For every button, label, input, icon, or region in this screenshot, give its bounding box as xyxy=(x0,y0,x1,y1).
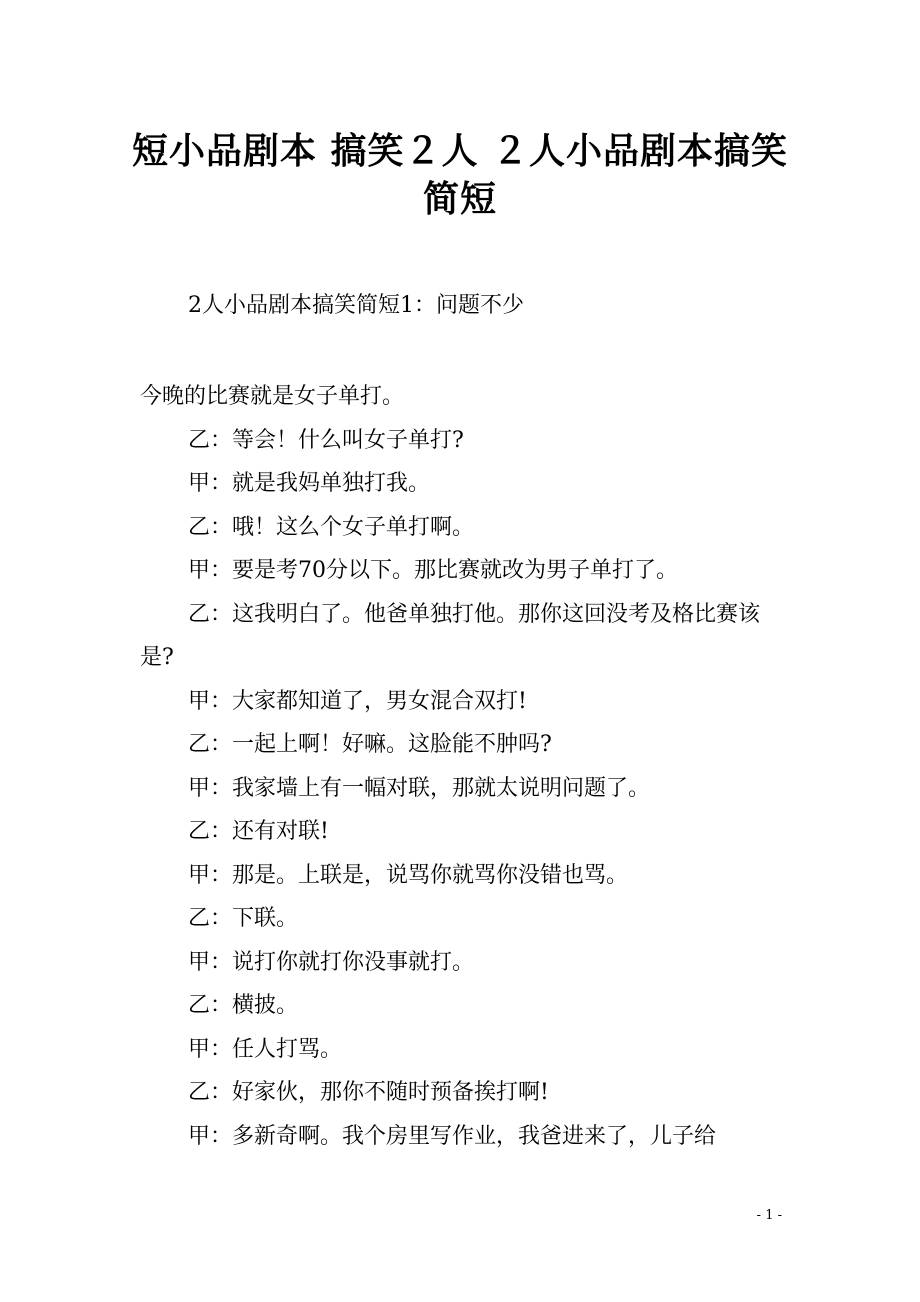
paragraph: 乙：还有对联! xyxy=(188,819,329,844)
paragraph: 乙：哦！这么个女子单打啊。 xyxy=(188,514,475,540)
paragraph: 甲：要是考70分以下。那比赛就改为男子单打了。 xyxy=(188,558,678,583)
paragraph: 甲：任人打骂。 xyxy=(188,1036,343,1062)
paragraph: 甲：大家都知道了，男女混合双打! xyxy=(188,688,527,714)
paragraph: 今晚的比赛就是女子单打。 xyxy=(140,384,405,409)
paragraph: 乙：这我明白了。他爸单独打他。那你这回没考及格比赛该是? xyxy=(140,601,761,670)
paragraph: 甲：多新奇啊。我个房里写作业，我爸进来了，儿子给 xyxy=(188,1123,717,1149)
paragraph: 乙：一起上啊！好嘛。这脸能不肿吗? xyxy=(188,732,552,757)
paragraph: 乙：横披。 xyxy=(188,993,299,1018)
paragraph: 甲：就是我妈单独打我。 xyxy=(188,471,431,496)
paragraph: 乙：好家伙，那你不随时预备挨打啊! xyxy=(188,1080,549,1105)
section-heading: 2人小品剧本搞笑简短1：问题不少 xyxy=(188,293,524,318)
page-number: - 1 - xyxy=(756,1208,782,1223)
paragraph: 乙：下联。 xyxy=(188,906,299,931)
document-body xyxy=(140,375,785,1158)
paragraph: 甲：我家墙上有一幅对联，那就太说明问题了。 xyxy=(188,775,651,801)
paragraph: 甲：说打你就打你没事就打。 xyxy=(188,949,475,975)
document-title: 短小品剧本 搞笑２人 ２人小品剧本搞笑简短 xyxy=(131,131,789,220)
paragraph: 乙：等会！什么叫女子单打? xyxy=(188,427,464,453)
paragraph: 甲：那是。上联是，说骂你就骂你没错也骂。 xyxy=(188,862,629,888)
